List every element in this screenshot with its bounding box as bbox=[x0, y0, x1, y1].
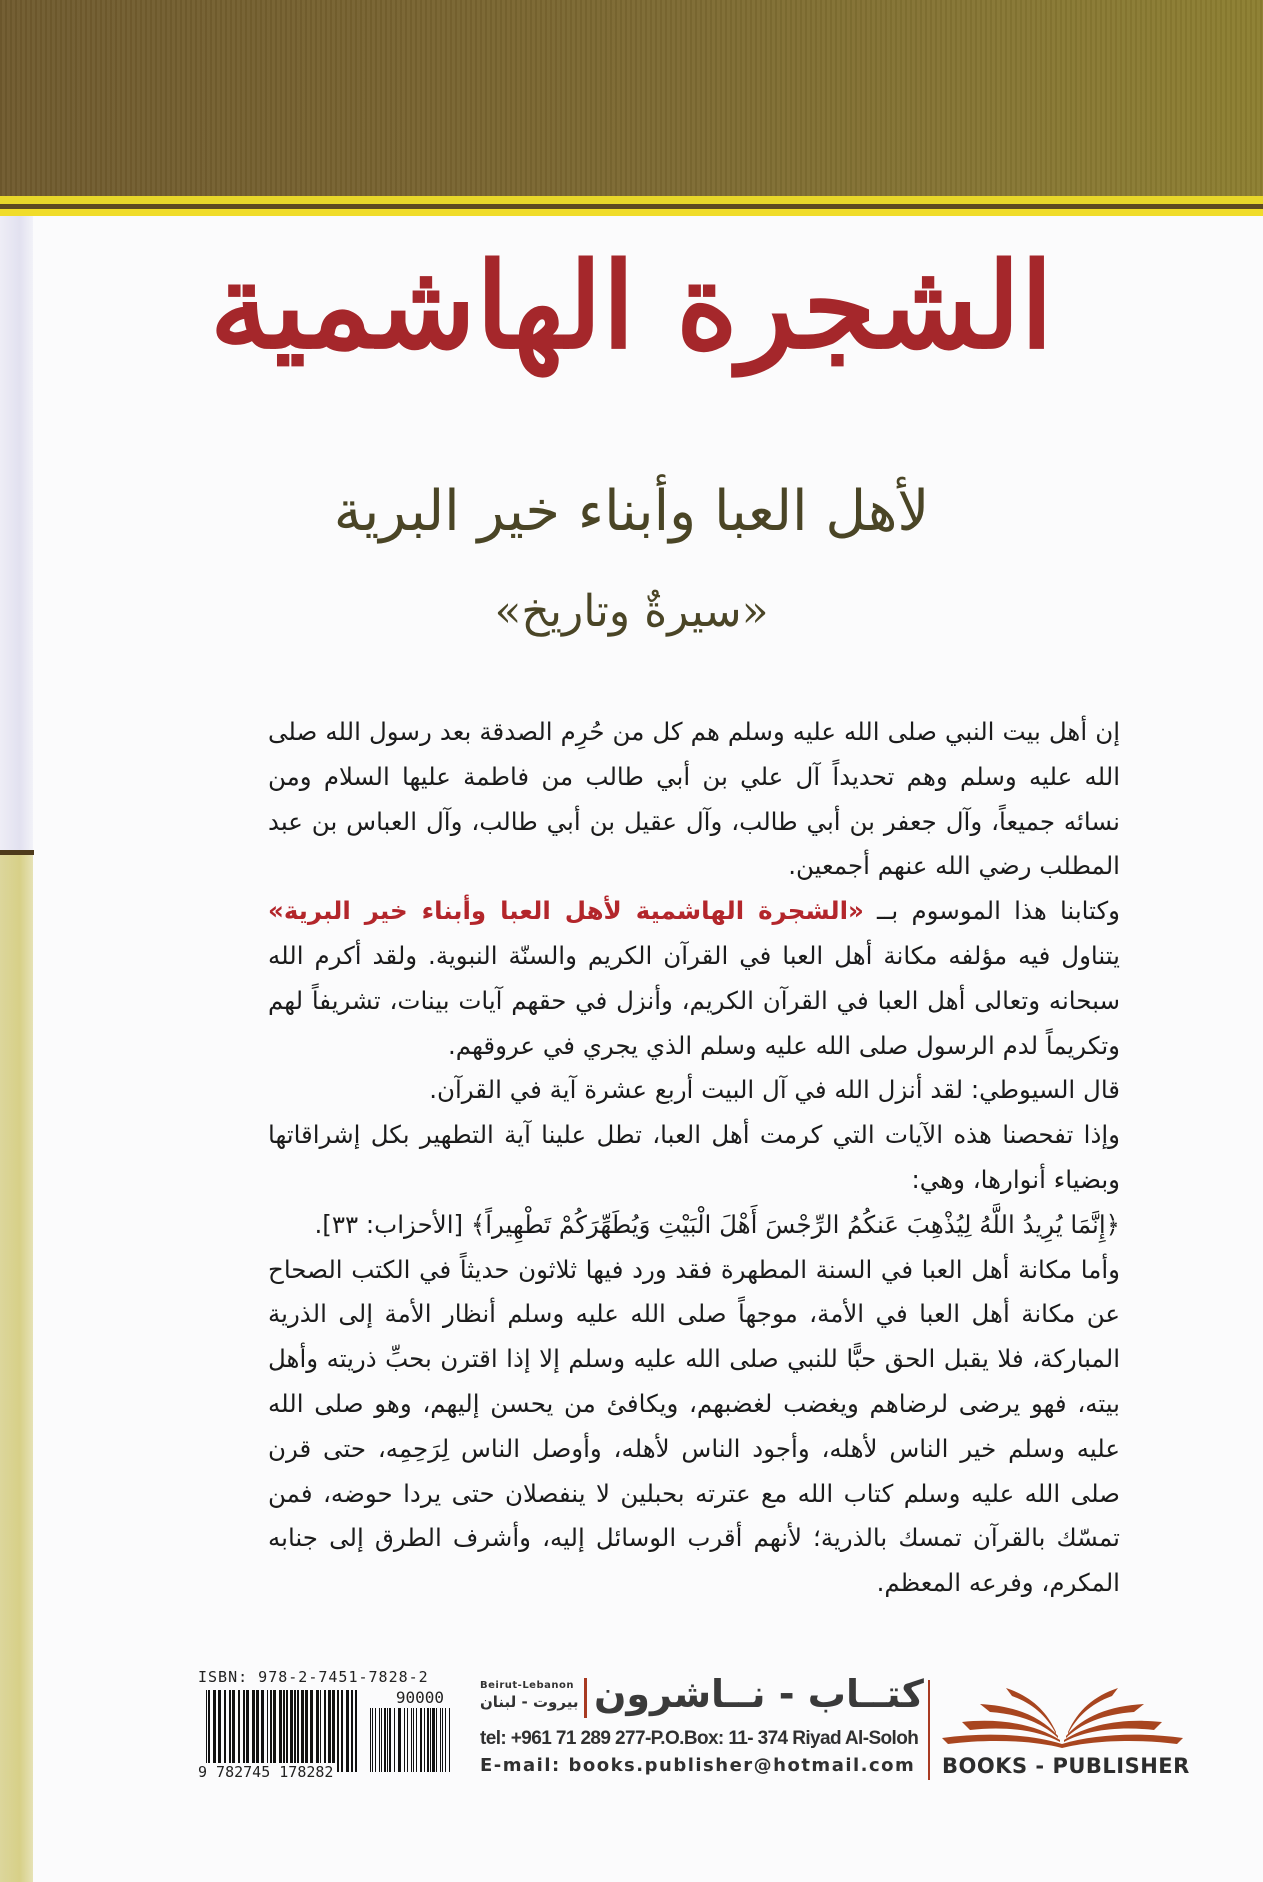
barcode-bar bbox=[208, 1690, 210, 1772]
barcode-bar bbox=[279, 1690, 282, 1772]
barcode-bar bbox=[381, 1708, 382, 1772]
publisher-logo bbox=[940, 1682, 1190, 1782]
barcode-bar bbox=[430, 1708, 431, 1772]
barcode-bar bbox=[305, 1690, 308, 1772]
barcode-bar bbox=[411, 1708, 412, 1772]
book-tagline: «سيرةٌ وتاريخ» bbox=[494, 586, 769, 637]
barcode-bar bbox=[449, 1708, 450, 1772]
yellow-stripe-lower bbox=[0, 209, 1263, 216]
barcode-addon-digits: 90000 bbox=[395, 1688, 444, 1707]
barcode-bar bbox=[398, 1708, 401, 1772]
barcode-bar bbox=[270, 1690, 272, 1772]
publisher-city-en: Beirut-Lebanon bbox=[480, 1680, 574, 1691]
barcode-bar bbox=[238, 1690, 240, 1772]
barcode-bar bbox=[297, 1690, 299, 1772]
barcode-bar bbox=[332, 1690, 335, 1772]
barcode-bar bbox=[442, 1708, 443, 1772]
blurb-paragraph-1: إن أهل بيت النبي صلى الله عليه وسلم هم كل من حُرِم الصدقة بعد رسول الله صلى الله عليه وسلم وهم تحديداً آل علي بن أبي طالب من فاطمة عليها السلام ومن نسائه جميعاً، وآل جعفر بن أبي طالب، وآل عقيل بن أبي طالب، وآل العباس بن عبد المطلب رضي الله عنهم أجمعين. bbox=[268, 717, 1120, 881]
barcode-bar bbox=[424, 1708, 425, 1772]
publisher-name-ar: كتــاب - نــاشرون bbox=[594, 1672, 924, 1716]
blurb-text bbox=[268, 710, 1120, 1606]
yellow-stripe bbox=[0, 196, 1263, 204]
barcode-addon-bars bbox=[370, 1708, 450, 1772]
book-title: الشجرة الهاشمية bbox=[209, 236, 1054, 375]
barcode-bar bbox=[436, 1708, 437, 1772]
barcode-bar bbox=[394, 1708, 395, 1772]
barcode-digits: 9 782745 178282 bbox=[198, 1763, 334, 1781]
barcode-bar bbox=[413, 1708, 414, 1772]
publisher-logo-text: BOOKS - PUBLISHER bbox=[942, 1754, 1190, 1778]
barcode-bar bbox=[379, 1708, 380, 1772]
barcode-bar bbox=[420, 1708, 422, 1772]
back-cover-footer bbox=[0, 1668, 1263, 1788]
barcode-bar bbox=[384, 1708, 386, 1772]
barcode-bar bbox=[351, 1690, 353, 1772]
barcode-bar bbox=[273, 1690, 276, 1772]
barcode-bar bbox=[355, 1690, 357, 1772]
barcode-bar bbox=[375, 1708, 376, 1772]
barcode-bar bbox=[372, 1708, 373, 1772]
barcode-bar bbox=[324, 1690, 326, 1772]
barcode-bar bbox=[213, 1690, 216, 1772]
barcode-bar bbox=[232, 1690, 235, 1772]
barcode-bar bbox=[310, 1690, 313, 1772]
blurb-paragraph-4: وإذا تفحصنا هذه الآيات التي كرمت أهل العبا، تطل علينا آية التطهير بكل إشراقاتها وبضياء أنوارها، وهي: bbox=[268, 1120, 1120, 1194]
barcode-bar bbox=[261, 1690, 264, 1772]
barcode-bar bbox=[407, 1708, 408, 1772]
barcode-bar bbox=[445, 1708, 446, 1772]
publisher-separator bbox=[584, 1678, 587, 1718]
barcode-bar bbox=[404, 1708, 405, 1772]
barcode-bar bbox=[246, 1690, 249, 1772]
blurb-book-title-highlight: «الشجرة الهاشمية لأهل العبا وأبناء خير البرية» bbox=[268, 896, 864, 926]
footer-divider bbox=[928, 1680, 930, 1780]
book-subtitle: لأهل العبا وأبناء خير البرية bbox=[333, 479, 930, 544]
barcode-bar bbox=[337, 1690, 339, 1772]
barcode-bar bbox=[370, 1708, 371, 1772]
barcode-bar bbox=[346, 1690, 349, 1772]
barcode-bar bbox=[316, 1690, 319, 1772]
barcode-bar bbox=[294, 1690, 296, 1772]
barcode-bar bbox=[283, 1690, 285, 1772]
blurb-p2-rest: يتناول فيه مؤلفه مكانة أهل العبا في القرآن الكريم والسنّة النبوية. ولقد أكرم الله سبحانه وتعالى أهل العبا في القرآن الكريم، وأنزل في حقهم آيات بينات، تشريفاً لهم وتكريماً لدم الرسول صلى الله عليه وسلم الذي يجري في عروقهم. bbox=[268, 940, 1120, 1060]
barcode-main-bars bbox=[206, 1690, 361, 1772]
publisher-email: E-mail: books.publisher@hotmail.com bbox=[480, 1755, 916, 1776]
publisher-contact bbox=[474, 1668, 924, 1788]
barcode-bar bbox=[320, 1690, 321, 1772]
barcode-bar bbox=[286, 1690, 288, 1772]
barcode-bar bbox=[290, 1690, 293, 1772]
isbn-label: ISBN: 978-2-7451-7828-2 bbox=[198, 1668, 429, 1686]
quran-verse: ﴿إِنَّمَا يُرِيدُ اللَّهُ لِيُذْهِبَ عَنكُمُ الرِّجْسَ أَهْلَ الْبَيْتِ وَيُطَهِّرَكُمْ تَطْهِيراً﴾ bbox=[470, 1209, 1120, 1239]
barcode-bar bbox=[256, 1690, 259, 1772]
blurb-verse-line bbox=[268, 1203, 1120, 1248]
publisher-phone: tel: +961 71 289 277-P.O.Box: 11- 374 Riyad Al-Soloh bbox=[480, 1728, 919, 1749]
blurb-paragraph-3: قال السيوطي: لقد أنزل الله في آل البيت أربع عشرة آية في القرآن. bbox=[429, 1075, 1120, 1105]
barcode-bar bbox=[301, 1690, 304, 1772]
barcode-bar bbox=[416, 1708, 417, 1772]
blurb-p2-intro: وكتابنا هذا الموسوم بــ bbox=[863, 896, 1120, 926]
barcode-bar bbox=[341, 1690, 343, 1772]
blurb-paragraph-2 bbox=[268, 889, 1120, 1068]
barcode-bar bbox=[206, 1690, 207, 1772]
barcode-bar bbox=[440, 1708, 441, 1772]
barcode-bar bbox=[387, 1708, 388, 1772]
barcode-bar bbox=[229, 1690, 231, 1772]
barcode-bar bbox=[328, 1690, 331, 1772]
isbn-barcode bbox=[196, 1668, 454, 1784]
verse-reference: [الأحزاب: ٣٣]. bbox=[314, 1209, 471, 1239]
barcode-bar bbox=[218, 1690, 221, 1772]
barcode-bar bbox=[432, 1708, 435, 1772]
blurb-paragraph-5: وأما مكانة أهل العبا في السنة المطهرة فقد ورد فيها ثلاثون حديثاً في الكتب الصحاح عن مكانة أهل العبا في الأمة، موجهاً صلى الله عليه وسلم أنظار الأمة إلى الذرية المباركة، فلا يقبل الحق حبًّا للنبي صلى الله عليه وسلم إلا إذا اقترن بحبِّ ذريته وأهل بيته، فهو يرضى لرضاهم ويغضب لغضبهم، ويكافئ من يحسن إليهم، وهو صلى الله عليه وسلم خير الناس لأهله، وأجود الناس لأهله، وأوصل الناس لِرَحِمِه، حتى قرن صلى الله عليه وسلم كتاب الله مع عترته بحبلين لا ينفصلان حتى يردا حوضه، فمن تمسّك بالقرآن تمسك بالذرية؛ لأنهم أقرب الوسائل إليه، وأشرف الطرق إلى جنابه المكرم، وفرعه المعظم. bbox=[268, 1254, 1120, 1598]
barcode-bar bbox=[252, 1690, 255, 1772]
publisher-city-ar: بيروت - لبنان bbox=[480, 1693, 579, 1711]
barcode-bar bbox=[243, 1690, 245, 1772]
barcode-bar bbox=[389, 1708, 391, 1772]
barcode-bar bbox=[224, 1690, 226, 1772]
open-book-icon bbox=[940, 1682, 1185, 1752]
top-cover-band bbox=[0, 0, 1263, 196]
barcode-bar bbox=[427, 1708, 429, 1772]
barcode-bar bbox=[267, 1690, 268, 1772]
